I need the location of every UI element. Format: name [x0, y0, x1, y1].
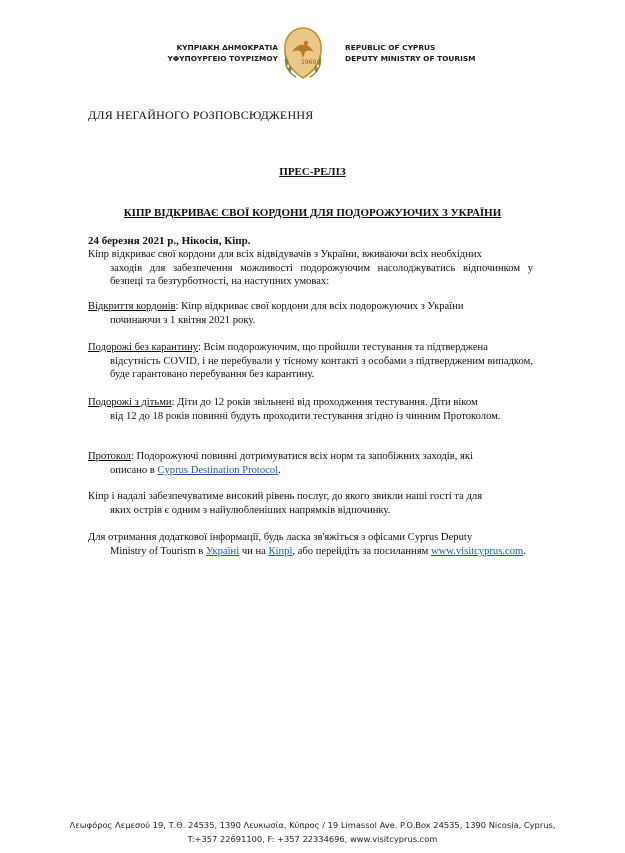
cyprus-office-link[interactable]: Кіпрі [268, 545, 293, 557]
children-label: Подорожі з дітьми [88, 397, 172, 408]
service-rest: яких острів є одним з найулюбленіших напрямків відпочинку. [110, 504, 391, 516]
protocol-rest [88, 464, 533, 478]
dateline [88, 235, 251, 247]
contact-first-line: Для отримання додаткової інформації, будь ласка зв'яжіться з офісами Cyprus Deputy [88, 532, 473, 543]
svg-text:1960: 1960 [301, 59, 317, 66]
contact-rest [88, 545, 533, 559]
visitcyprus-link[interactable]: www.visitcyprus.com [430, 545, 524, 557]
greek-republic-name: ΚΥΠΡΙΑΚΗ ΔΗΜΟΚΡΑΤΙΑ [176, 43, 278, 52]
quarantine-label: Подорожі без карантину [88, 342, 198, 353]
quarantine-paragraph [88, 341, 533, 382]
footer-contact-line: T:+357 22691100, F: +357 22334696, www.visitcyprus.com [187, 833, 438, 844]
cyprus-coat-of-arms-icon [280, 26, 326, 82]
protocol-first-line: : Подорожуючі повинні дотримуватися всіх норм та запобіжних заходів, які [130, 451, 474, 462]
borders-rest: починаючи з 1 квітня 2021 року. [110, 314, 256, 326]
protocol-end: . [278, 464, 281, 476]
quarantine-first-line: : Всім подорожуючим, що пройшли тестування та підтверджена [197, 342, 488, 353]
release-flag: ДЛЯ НЕГАЙНОГО РОЗПОВСЮДЖЕННЯ [88, 108, 314, 122]
footer-address [0, 819, 625, 846]
press-release-label: ПРЕС-РЕЛІЗ [279, 166, 346, 178]
greek-ministry-name: ΥΦΥΠΟΥΡΓΕΙΟ ΤΟΥΡΙΣΜΟΥ [167, 54, 278, 63]
protocol-label: Протокол [88, 451, 131, 462]
dateline-text: 24 березня 2021 р., Нікосія, Кіпр [88, 235, 248, 247]
intro-paragraph [88, 248, 533, 289]
cyprus-destination-protocol-link[interactable]: Cyprus Destination Protocol [157, 464, 279, 476]
contact-paragraph [88, 531, 533, 558]
protocol-rest-text: описано в [110, 464, 158, 476]
intro-rest: заходів для забезпечення можливості подорожуючим насолоджуватись відпочинком у безпеці та безтурботності, на наступних умовах: [110, 262, 533, 288]
children-paragraph [88, 396, 533, 423]
english-republic-name: REPUBLIC OF CYPRUS [345, 43, 436, 52]
letterhead-greek [130, 42, 278, 64]
intro-first-line: Кіпр відкриває свої кордони для всіх відвідувачів з України, вживаючи всіх необхідних [88, 249, 482, 260]
contact-rest-text: Ministry of Tourism в [110, 545, 206, 557]
letterhead [0, 26, 625, 82]
borders-label: Відкриття кордонів [88, 301, 176, 312]
service-first-line: Кіпр і надалі забезпечуватиме високий рівень послуг, до якого звикли наші гості та для [88, 491, 483, 502]
footer-address-line: Λεωφόρος Λεμεσού 19, Τ.Θ. 24535, 1390 Λευκωσία, Κύπρος / 19 Limassol Ave. P.O.Box 24535, 1390 Nicosia, Cyprus, [69, 820, 556, 830]
letterhead-english [345, 42, 515, 64]
service-paragraph [88, 490, 533, 517]
english-ministry-name: DEPUTY MINISTRY OF TOURISM [345, 54, 476, 63]
borders-paragraph [88, 300, 533, 327]
protocol-paragraph [88, 450, 533, 477]
headline: КІПР ВІДКРИВАЄ СВОЇ КОРДОНИ ДЛЯ ПОДОРОЖУЮЧИХ З УКРАЇНИ [123, 207, 502, 219]
borders-first-line: : Кіпр відкриває свої кордони для всіх подорожуючих з України [175, 301, 464, 312]
dateline-period: . [247, 235, 251, 247]
contact-end: . [523, 545, 526, 557]
ukraine-office-link[interactable]: Україні [205, 545, 240, 557]
children-first-line: : Діти до 12 років звільнені від проходження тестування. Діти віком [171, 397, 478, 408]
children-rest: від 12 до 18 років повинні будуть проходити тестування згідно із чинним Протоколом. [110, 410, 501, 422]
contact-connector: чи на [239, 545, 269, 557]
contact-connector-2: , або перейдіть за посиланням [292, 545, 429, 557]
quarantine-rest: відсутність COVID, і не перебували у тісному контакті з особами з підтвердженим випадком, буде гарантовано перебування без карантину. [110, 355, 533, 381]
